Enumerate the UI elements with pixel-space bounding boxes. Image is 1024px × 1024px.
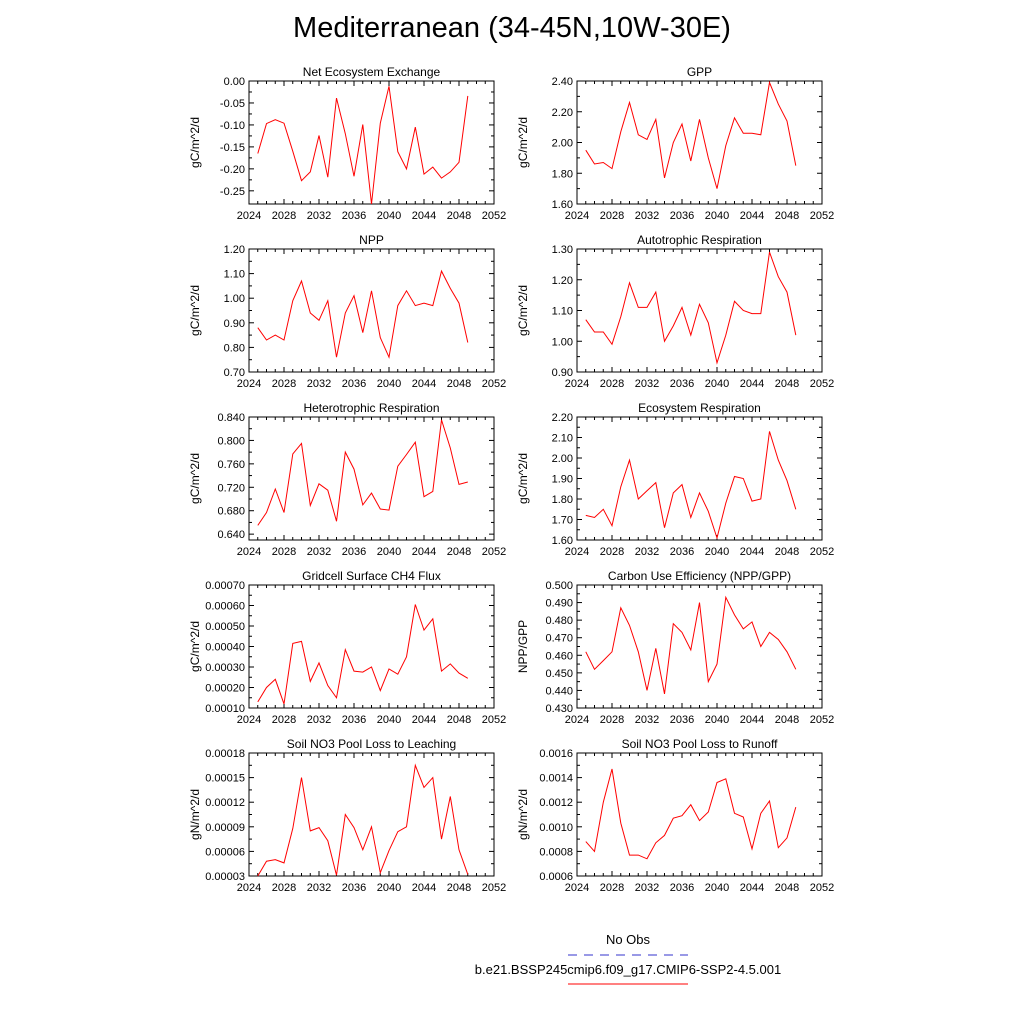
x-tick-label: 2040 [376,378,402,390]
y-tick-label: 0.0010 [539,821,573,834]
y-tick-label: 0.720 [217,482,245,495]
x-tick-label: 2052 [809,378,835,390]
y-tick-label: -0.05 [219,97,245,110]
y-tick-label: 2.00 [551,453,573,465]
y-tick-label: 0.90 [223,317,245,330]
y-tick-label: 0.840 [217,412,245,424]
x-tick-label: 2044 [411,378,437,390]
x-tick-label: 2028 [271,378,297,390]
y-axis-label: gC/m^2/d [516,285,530,336]
x-tick-label: 2040 [376,546,402,558]
x-tick-label: 2028 [599,882,625,894]
series-line [258,271,468,357]
panel-title: Autotrophic Respiration [637,233,762,247]
y-axis-label: gN/m^2/d [188,789,202,840]
chart-panel-3 [188,233,506,390]
x-tick-label: 2024 [236,882,262,894]
x-tick-label: 2036 [669,714,695,726]
series-line [586,597,796,694]
y-tick-label: 0.480 [545,615,573,628]
x-tick-label: 2036 [669,210,695,222]
y-tick-label: 1.00 [551,336,573,349]
x-tick-label: 2032 [634,210,660,222]
y-tick-label: 1.20 [551,274,573,287]
chart-panel-1 [188,65,506,222]
series-line [586,431,796,538]
x-tick-label: 2040 [376,882,402,894]
panel-title: Net Ecosystem Exchange [302,65,441,79]
y-tick-label: 1.80 [551,168,573,181]
x-tick-label: 2052 [481,714,507,726]
plot-frame [577,249,822,372]
y-tick-label: 0.00006 [205,846,245,859]
x-tick-label: 2036 [341,882,367,894]
figure-title: Mediterranean (34-45N,10W-30E) [293,12,731,44]
x-tick-label: 2052 [481,882,507,894]
y-tick-label: 0.760 [217,458,245,471]
x-tick-label: 2044 [411,714,437,726]
y-tick-label: 0.640 [217,529,245,542]
x-tick-label: 2028 [599,714,625,726]
panel-title: GPP [686,65,713,79]
x-tick-label: 2048 [774,882,800,894]
x-tick-label: 2048 [774,210,800,222]
plot-frame [577,753,822,876]
y-tick-label: 1.60 [551,199,573,211]
y-tick-label: 1.10 [223,268,245,281]
panel-title: NPP [359,233,384,247]
panel-title: Heterotrophic Respiration [303,401,440,415]
x-tick-label: 2048 [774,378,800,390]
y-tick-label: 0.440 [545,685,573,698]
x-tick-label: 2036 [341,546,367,558]
x-tick-label: 2044 [411,882,437,894]
y-tick-label: 1.70 [551,514,573,527]
panel-title: Soil NO3 Pool Loss to Leaching [286,737,457,751]
y-axis-label: gC/m^2/d [516,453,530,504]
x-tick-label: 2024 [564,714,590,726]
x-tick-label: 2028 [599,210,625,222]
x-tick-label: 2036 [341,378,367,390]
y-axis-label: gC/m^2/d [188,621,202,672]
series-line [258,765,468,876]
legend-obs-label: No Obs [605,932,651,947]
x-tick-label: 2044 [739,546,765,558]
panel-title: Carbon Use Efficiency (NPP/GPP) [607,569,792,583]
y-tick-label: 0.00050 [205,621,245,633]
x-tick-label: 2028 [271,210,297,222]
y-tick-label: 0.0006 [539,871,573,883]
x-tick-label: 2028 [271,546,297,558]
x-tick-label: 2048 [446,546,472,558]
x-tick-label: 2036 [669,882,695,894]
panel-title: Ecosystem Respiration [638,401,761,415]
x-tick-label: 2052 [809,546,835,558]
x-tick-label: 2048 [446,714,472,726]
chart-panel-4 [516,233,834,390]
y-tick-label: 0.490 [545,597,573,610]
series-line [258,86,468,204]
y-tick-label: 2.40 [551,76,573,88]
x-tick-label: 2032 [306,210,332,222]
chart-panel-6 [516,401,834,558]
panel-title: Soil NO3 Pool Loss to Runoff [621,737,778,751]
x-tick-label: 2048 [446,378,472,390]
y-tick-label: 1.60 [551,535,573,547]
chart-panel-9 [188,737,506,894]
x-tick-label: 2052 [809,882,835,894]
y-tick-label: 0.00070 [205,580,245,592]
y-tick-label: 2.10 [551,432,573,445]
x-tick-label: 2036 [341,210,367,222]
y-tick-label: 0.00 [223,76,245,88]
y-axis-label: gC/m^2/d [188,453,202,504]
x-tick-label: 2028 [599,378,625,390]
y-tick-label: 0.80 [223,342,245,355]
series-line [258,420,468,526]
y-tick-label: 0.800 [217,435,245,448]
x-tick-label: 2048 [774,546,800,558]
x-tick-label: 2024 [564,546,590,558]
y-tick-label: 0.450 [545,667,573,680]
x-tick-label: 2032 [634,882,660,894]
x-tick-label: 2052 [809,714,835,726]
y-tick-label: 0.00040 [205,641,245,654]
x-tick-label: 2040 [704,882,730,894]
y-tick-label: 0.430 [545,703,573,715]
x-tick-label: 2048 [774,714,800,726]
x-tick-label: 2052 [481,546,507,558]
x-tick-label: 2024 [564,378,590,390]
y-tick-label: 1.90 [551,473,573,486]
chart-panel-8 [516,569,834,726]
legend-model-label: b.e21.BSSP245cmip6.f09_g17.CMIP6-SSP2-4.5.001 [474,962,782,977]
y-tick-label: 0.00060 [205,600,245,613]
y-axis-label: NPP/GPP [516,619,530,674]
x-tick-label: 2040 [704,378,730,390]
x-tick-label: 2024 [564,882,590,894]
y-tick-label: -0.10 [219,119,245,132]
y-tick-label: 0.500 [545,580,573,592]
y-tick-label: -0.25 [219,185,245,198]
y-tick-label: 0.00003 [205,871,245,883]
x-tick-label: 2032 [306,546,332,558]
x-tick-label: 2024 [236,378,262,390]
y-tick-label: -0.20 [219,163,245,176]
x-tick-label: 2032 [634,378,660,390]
x-tick-label: 2052 [481,378,507,390]
y-tick-label: 0.680 [217,505,245,518]
y-tick-label: 0.00018 [205,748,245,760]
y-axis-label: gN/m^2/d [516,789,530,840]
x-tick-label: 2044 [739,210,765,222]
x-tick-label: 2024 [236,210,262,222]
x-tick-label: 2036 [669,546,695,558]
y-tick-label: 0.00015 [205,772,245,785]
x-tick-label: 2040 [704,714,730,726]
y-tick-label: 0.00020 [205,682,245,695]
x-tick-label: 2028 [271,714,297,726]
y-tick-label: 0.00009 [205,821,245,834]
y-tick-label: 2.00 [551,137,573,150]
x-tick-label: 2052 [481,210,507,222]
plot-frame [249,249,494,372]
x-tick-label: 2048 [446,210,472,222]
y-axis-label: gC/m^2/d [188,117,202,168]
x-tick-label: 2032 [306,714,332,726]
x-tick-label: 2036 [669,378,695,390]
series-line [258,605,468,704]
y-tick-label: 0.00010 [205,703,245,715]
y-tick-label: 1.10 [551,305,573,318]
y-tick-label: 0.00012 [205,797,245,810]
x-tick-label: 2032 [634,546,660,558]
x-tick-label: 2032 [306,378,332,390]
y-tick-label: 0.470 [545,632,573,645]
x-tick-label: 2032 [634,714,660,726]
y-tick-label: 0.0012 [539,797,573,810]
chart-panel-7 [188,569,506,726]
y-axis-label: gC/m^2/d [188,285,202,336]
x-tick-label: 2040 [704,546,730,558]
x-tick-label: 2044 [739,882,765,894]
x-tick-label: 2028 [271,882,297,894]
y-tick-label: 0.00030 [205,662,245,674]
y-tick-label: 0.70 [223,367,245,379]
y-tick-label: 1.80 [551,494,573,506]
series-line [586,769,796,859]
y-tick-label: 2.20 [551,412,573,424]
x-tick-label: 2040 [704,210,730,222]
plot-frame [577,417,822,540]
chart-panel-10 [516,737,834,894]
plot-frame [249,81,494,204]
x-tick-label: 2024 [564,210,590,222]
x-tick-label: 2044 [411,546,437,558]
y-tick-label: 0.90 [551,367,573,379]
chart-panel-5 [188,401,506,558]
panel-title: Gridcell Surface CH4 Flux [302,569,441,583]
y-tick-label: 1.30 [551,244,573,256]
y-tick-label: 2.20 [551,106,573,119]
x-tick-label: 2044 [739,378,765,390]
y-tick-label: 0.460 [545,650,573,663]
x-tick-label: 2024 [236,546,262,558]
x-tick-label: 2044 [411,210,437,222]
x-tick-label: 2040 [376,714,402,726]
series-line [586,83,796,189]
y-tick-label: 0.0014 [539,772,573,785]
x-tick-label: 2048 [446,882,472,894]
x-tick-label: 2028 [599,546,625,558]
x-tick-label: 2036 [341,714,367,726]
chart-panel-2 [516,65,834,222]
x-tick-label: 2024 [236,714,262,726]
y-tick-label: 0.0016 [539,748,573,760]
y-tick-label: 0.0008 [539,846,573,859]
y-tick-label: 1.00 [223,293,245,306]
plot-frame [577,81,822,204]
x-tick-label: 2052 [809,210,835,222]
x-tick-label: 2032 [306,882,332,894]
series-line [586,252,796,363]
y-tick-label: -0.15 [219,141,245,154]
x-tick-label: 2044 [739,714,765,726]
y-tick-label: 1.20 [223,244,245,256]
x-tick-label: 2040 [376,210,402,222]
y-axis-label: gC/m^2/d [516,117,530,168]
